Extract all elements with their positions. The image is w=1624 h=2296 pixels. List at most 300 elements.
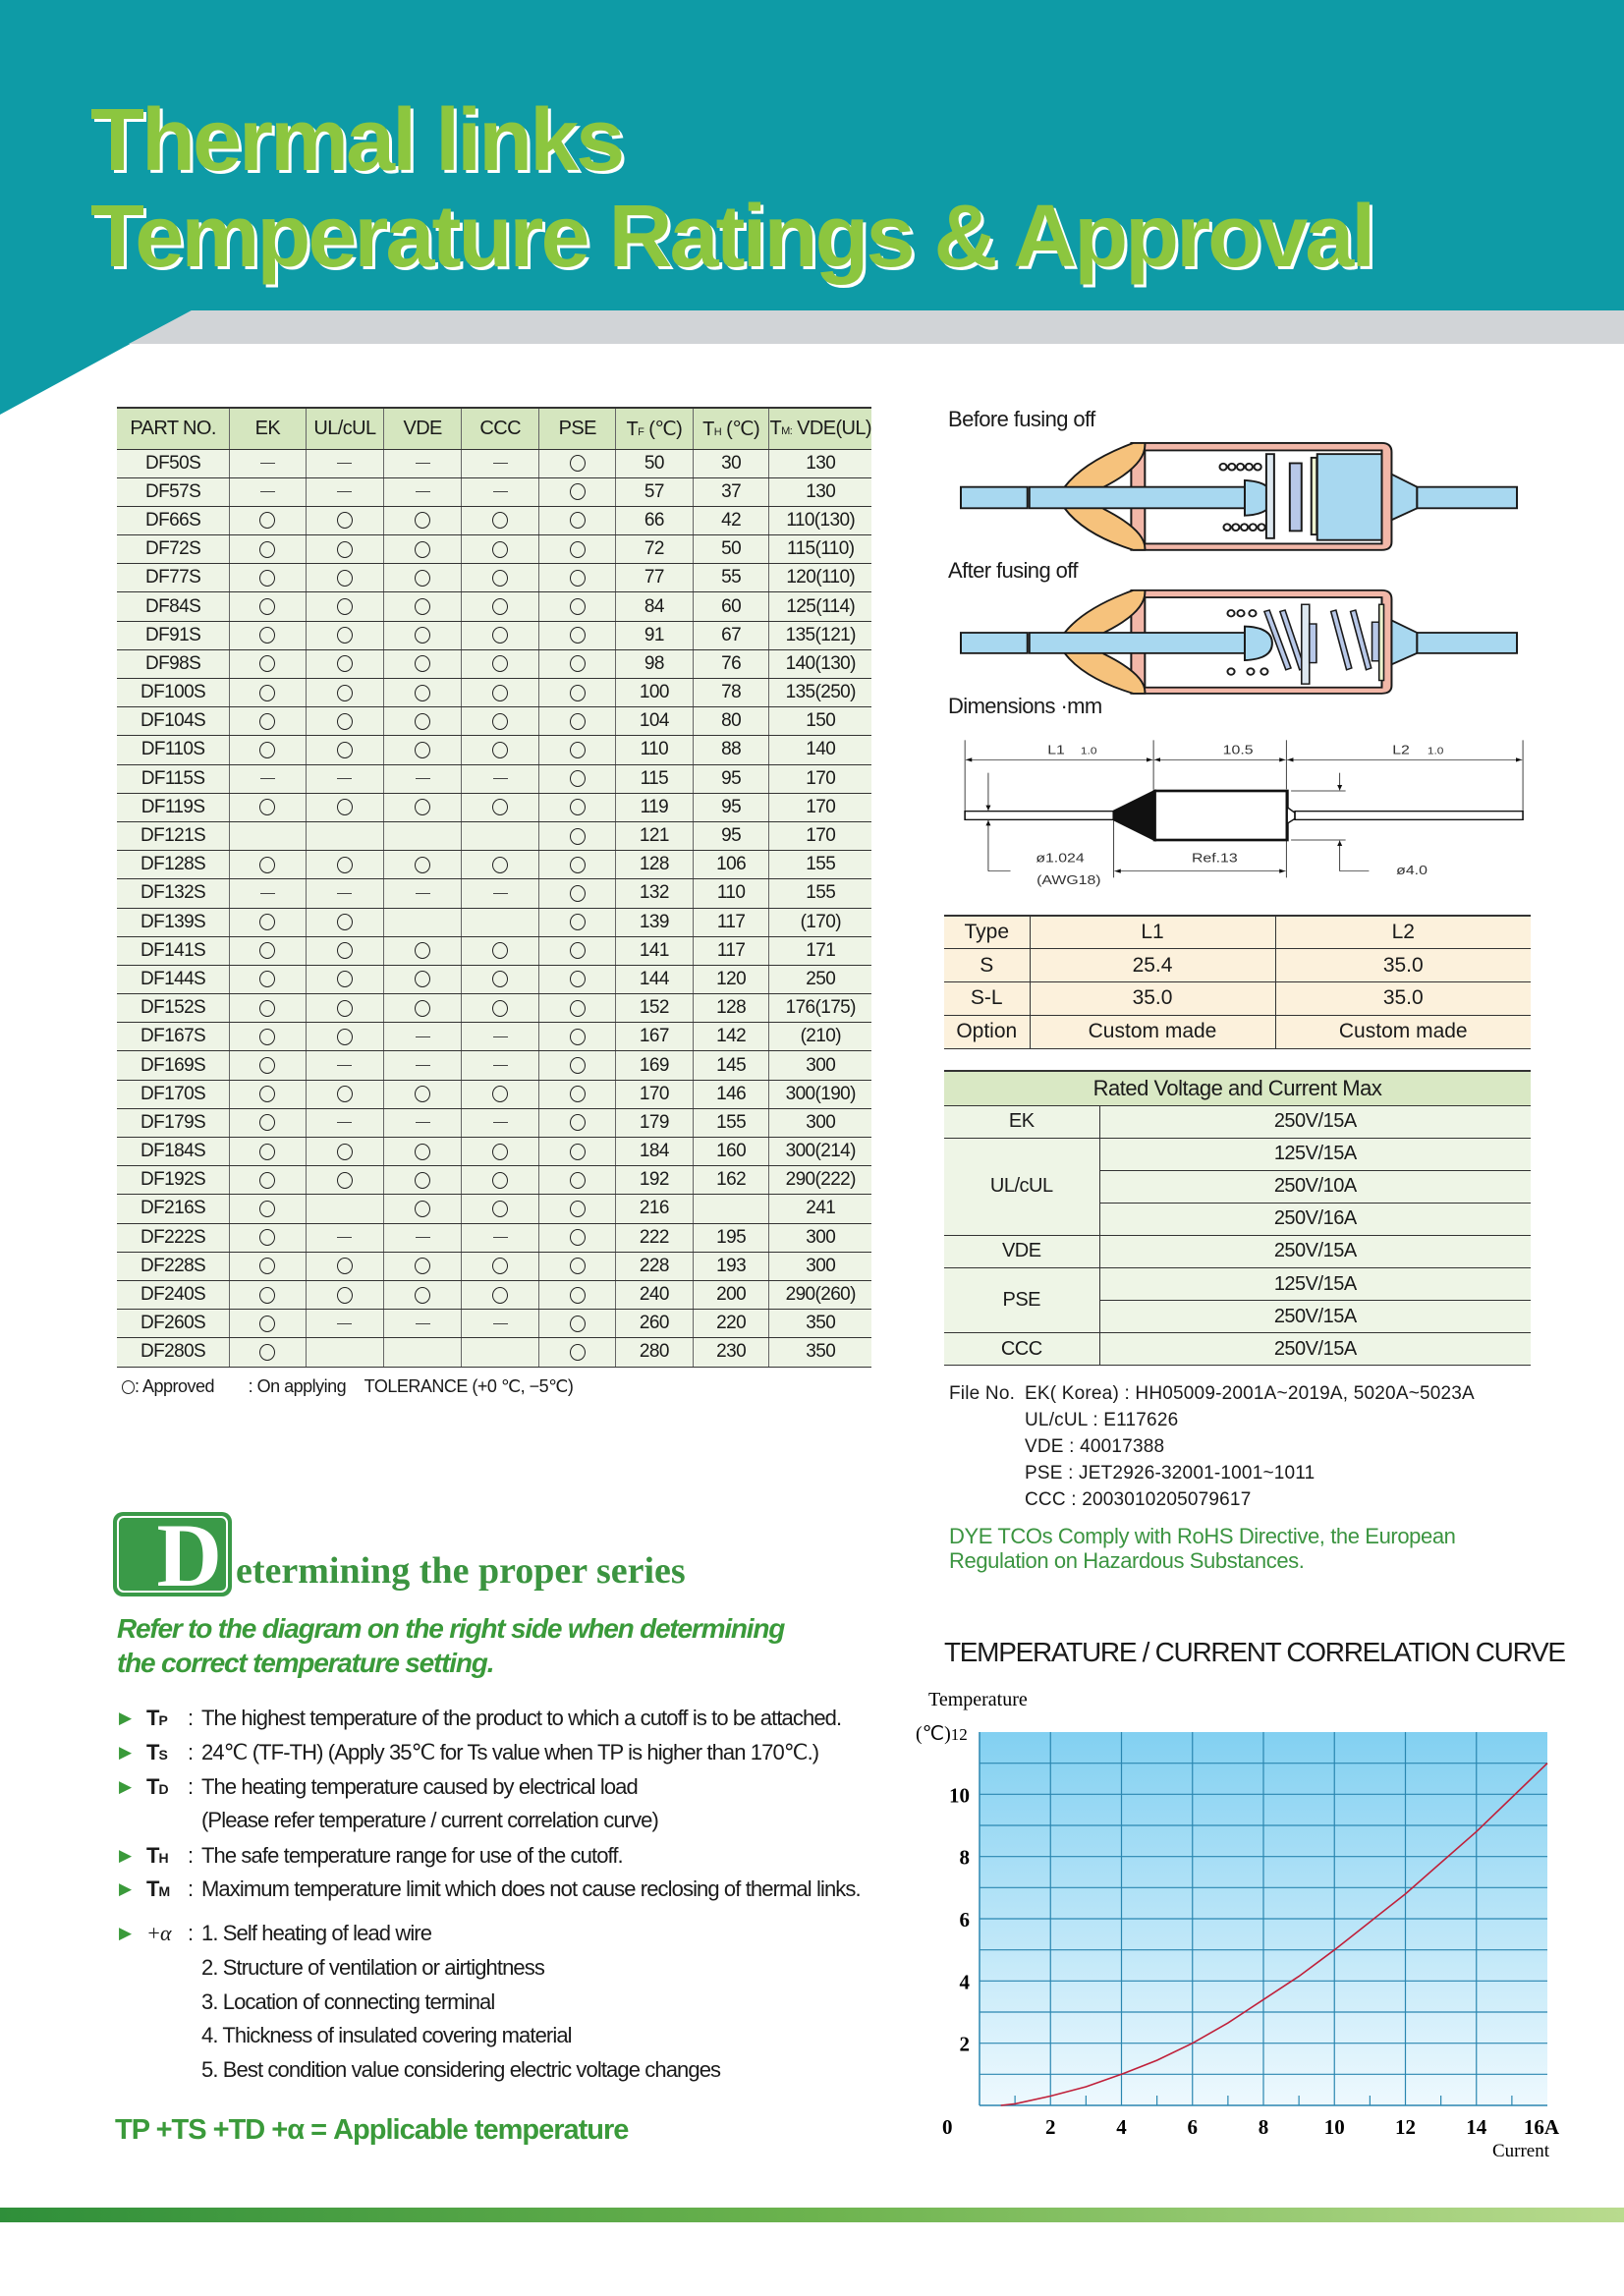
table-row — [117, 994, 871, 1023]
on-applying-mark-icon — [337, 1323, 352, 1324]
approved-mark-icon — [337, 1029, 353, 1045]
temperature-value: 170 — [615, 1080, 693, 1108]
on-applying-mark-icon — [416, 1323, 430, 1324]
on-applying-mark-icon — [260, 893, 275, 894]
file-no-line: VDE : 40017388 — [1025, 1436, 1165, 1457]
approved-mark-icon — [259, 799, 275, 815]
length-value: 35.0 — [1030, 982, 1275, 1016]
part-number: DF216S — [117, 1195, 230, 1223]
table-row — [117, 764, 871, 793]
alpha-symbol: +α — [146, 1921, 171, 1945]
approved-mark-icon — [492, 857, 508, 873]
approved-mark-icon — [415, 1201, 430, 1217]
temperature-value: 80 — [693, 707, 769, 736]
temperature-value: 120(110) — [769, 564, 871, 592]
temperature-value: 250 — [769, 965, 871, 993]
approved-mark-icon — [570, 857, 586, 873]
approved-mark-icon — [415, 685, 430, 701]
approval-cell — [539, 1166, 616, 1195]
temperature-value: 130 — [769, 449, 871, 477]
alpha-item-text: 4. Thickness of insulated covering material — [201, 2023, 572, 2048]
approved-mark-icon — [492, 1172, 508, 1189]
approved-mark-icon — [337, 942, 353, 959]
approved-mark-icon — [570, 713, 586, 730]
approved-mark-icon — [570, 570, 586, 587]
approval-cell — [230, 821, 306, 850]
table-row — [117, 851, 871, 879]
approval-cell — [384, 821, 462, 850]
term-description: The highest temperature of the product to which a cutoff is to be attached. — [201, 1706, 842, 1730]
y-tick-label: 6 — [959, 1908, 970, 1932]
temperature-value: 195 — [693, 1223, 769, 1252]
approval-cell — [384, 477, 462, 506]
y-axis-unit-and-top-tick — [916, 1723, 968, 1745]
approved-mark-icon — [492, 713, 508, 730]
rating-value: 250V/15A — [1099, 1235, 1531, 1267]
approved-mark-icon — [570, 1316, 586, 1332]
on-applying-mark-icon — [337, 1122, 352, 1123]
approval-cell — [539, 1223, 616, 1252]
part-number: DF104S — [117, 707, 230, 736]
temperature-value: 300 — [769, 1051, 871, 1080]
approval-cell — [306, 621, 384, 649]
on-applying-mark-icon — [493, 463, 508, 464]
temperature-value: 171 — [769, 936, 871, 965]
temperature-value: 184 — [615, 1138, 693, 1166]
before-fusing-label: Before fusing off — [948, 407, 1095, 431]
part-number: DF170S — [117, 1080, 230, 1108]
header-main: T — [769, 417, 782, 439]
temperature-value: 128 — [615, 851, 693, 879]
approved-mark-icon — [570, 914, 586, 930]
temperature-value: 100 — [615, 679, 693, 707]
approval-cell — [306, 477, 384, 506]
table-row — [117, 449, 871, 477]
term-description: 24℃ (TF-TH) (Apply 35℃ for Ts value when TP is higher than 170℃.) — [201, 1740, 819, 1764]
approved-mark-icon — [259, 1000, 275, 1017]
temperature-value: 144 — [615, 965, 693, 993]
temperature-value: 110 — [615, 736, 693, 764]
approval-cell — [384, 449, 462, 477]
temperature-value: 95 — [693, 793, 769, 821]
temperature-value: 141 — [615, 936, 693, 965]
dim-ref: Ref.13 — [1191, 851, 1238, 866]
on-applying-mark-icon — [416, 1122, 430, 1123]
part-number: DF280S — [117, 1338, 230, 1367]
part-number: DF72S — [117, 535, 230, 564]
approved-mark-icon — [259, 1287, 275, 1304]
approval-cell — [461, 821, 539, 850]
temperature-value: 110 — [693, 879, 769, 908]
approval-cell — [461, 679, 539, 707]
part-number: DF132S — [117, 879, 230, 908]
temperature-value: 155 — [769, 879, 871, 908]
temperature-value: 95 — [693, 764, 769, 793]
approved-mark-icon — [259, 1172, 275, 1189]
dim-wire-diameter: ø1.024 — [1036, 851, 1085, 866]
part-number: DF179S — [117, 1108, 230, 1137]
column-header — [615, 408, 693, 449]
approved-mark-icon — [259, 1201, 275, 1217]
approved-mark-icon — [570, 1229, 586, 1246]
subtitle-line-2: the correct temperature setting. — [117, 1648, 494, 1678]
header-main: T — [626, 418, 639, 440]
approved-mark-icon — [492, 598, 508, 615]
approval-cell — [539, 1195, 616, 1223]
temperature-value: 260 — [615, 1310, 693, 1338]
approval-cell — [461, 736, 539, 764]
approval-cell — [539, 564, 616, 592]
temperature-value: 106 — [693, 851, 769, 879]
approval-cell — [384, 879, 462, 908]
legend-approved: : Approved — [135, 1376, 215, 1396]
on-applying-mark-icon — [416, 1237, 430, 1238]
table-row — [117, 477, 871, 506]
table-row — [117, 564, 871, 592]
approved-mark-icon — [570, 942, 586, 959]
after-fusing-diagram — [959, 588, 1519, 696]
approved-mark-icon — [337, 598, 353, 615]
approval-cell — [384, 793, 462, 821]
approval-cell — [306, 449, 384, 477]
approval-cell — [384, 1280, 462, 1309]
table-row — [117, 821, 871, 850]
approved-mark-icon — [337, 655, 353, 672]
type-row — [944, 949, 1531, 982]
bullet-arrow-icon: ▶ — [119, 1743, 132, 1762]
table-row — [117, 1310, 871, 1338]
approved-mark-icon — [570, 1000, 586, 1017]
approval-cell — [539, 1023, 616, 1051]
approved-mark-icon — [259, 713, 275, 730]
temperature-value: 37 — [693, 477, 769, 506]
temperature-value: 228 — [615, 1252, 693, 1280]
approval-cell — [306, 506, 384, 534]
length-value: L2 — [1275, 916, 1531, 949]
temperature-value: 140(130) — [769, 649, 871, 678]
part-number: DF222S — [117, 1223, 230, 1252]
temperature-value: 125(114) — [769, 592, 871, 621]
approval-cell — [539, 793, 616, 821]
part-number: DF50S — [117, 449, 230, 477]
approval-cell — [384, 1195, 462, 1223]
temperature-value: 78 — [693, 679, 769, 707]
type-label: Option — [944, 1015, 1030, 1048]
dim-l2-tol: 1.0 — [1427, 746, 1444, 757]
approval-cell — [230, 879, 306, 908]
part-number: DF260S — [117, 1310, 230, 1338]
on-applying-mark-icon — [416, 778, 430, 779]
legend-applying: : On applying — [248, 1376, 347, 1396]
header-main: T — [702, 418, 714, 440]
approval-cell — [539, 535, 616, 564]
approval-cell — [230, 1138, 306, 1166]
initial-letter: D — [156, 1505, 222, 1605]
approval-cell — [384, 1166, 462, 1195]
approval-cell — [306, 1108, 384, 1137]
approved-mark-icon — [492, 685, 508, 701]
approval-cell — [306, 1252, 384, 1280]
approved-mark-icon — [337, 1172, 353, 1189]
approval-cell — [539, 736, 616, 764]
approved-mark-icon — [337, 1258, 353, 1274]
approved-mark-icon — [337, 1086, 353, 1102]
approval-cell — [461, 535, 539, 564]
approval-cell — [539, 592, 616, 621]
approved-mark-icon — [337, 742, 353, 758]
approval-cell — [230, 793, 306, 821]
approved-mark-icon — [492, 1086, 508, 1102]
approval-cell — [384, 506, 462, 534]
approval-cell — [230, 592, 306, 621]
approval-cell — [461, 1338, 539, 1367]
temperature-value: 155 — [693, 1108, 769, 1137]
part-number: DF228S — [117, 1252, 230, 1280]
approval-cell — [230, 936, 306, 965]
approval-cell — [384, 965, 462, 993]
part-number: DF152S — [117, 994, 230, 1023]
table-row — [117, 1166, 871, 1195]
rating-row — [944, 1105, 1531, 1138]
approved-mark-icon — [492, 512, 508, 529]
on-applying-mark-icon — [416, 1036, 430, 1037]
term-main: T — [146, 1774, 159, 1799]
approved-mark-icon — [259, 1316, 275, 1332]
temperature-value: 169 — [615, 1051, 693, 1080]
approval-cell — [461, 1138, 539, 1166]
approval-cell — [539, 936, 616, 965]
approved-mark-icon — [415, 713, 430, 730]
on-applying-mark-icon — [260, 491, 275, 492]
approved-mark-icon — [570, 1258, 586, 1274]
part-number: DF240S — [117, 1280, 230, 1309]
approval-cell — [461, 1108, 539, 1137]
temperature-value — [693, 1195, 769, 1223]
approval-cell — [230, 1023, 306, 1051]
colon: : — [188, 1876, 194, 1901]
table-row — [117, 1023, 871, 1051]
temperature-value: 119 — [615, 793, 693, 821]
approval-cell — [384, 1108, 462, 1137]
bullet-arrow-icon: ▶ — [119, 1777, 132, 1796]
on-applying-mark-icon — [493, 1122, 508, 1123]
approved-mark-icon — [337, 799, 353, 815]
rohs-line-1: DYE TCOs Comply with RoHS Directive, the European — [949, 1524, 1456, 1548]
table-row — [117, 1080, 871, 1108]
approval-cell — [384, 908, 462, 936]
approved-mark-icon — [570, 799, 586, 815]
table-row — [117, 908, 871, 936]
table-row — [117, 879, 871, 908]
table-row — [117, 592, 871, 621]
temperature-value: 67 — [693, 621, 769, 649]
temperature-value: 128 — [693, 994, 769, 1023]
approval-cell — [306, 1223, 384, 1252]
on-applying-mark-icon — [493, 1323, 508, 1324]
approval-cell — [539, 1138, 616, 1166]
approval-cell — [539, 679, 616, 707]
approval-cell — [539, 649, 616, 678]
approval-cell — [306, 1195, 384, 1223]
file-no-line: PSE : JET2926-32001-1001~1011 — [1025, 1463, 1316, 1484]
table-row — [117, 679, 871, 707]
part-number: DF84S — [117, 592, 230, 621]
approved-mark-icon — [337, 1144, 353, 1160]
approval-cell — [230, 1280, 306, 1309]
table-row — [117, 649, 871, 678]
approval-cell — [539, 1338, 616, 1367]
term-main: T — [146, 1740, 159, 1764]
approval-cell — [384, 679, 462, 707]
approved-mark-icon — [492, 942, 508, 959]
footer-bar — [0, 2208, 1624, 2222]
approved-mark-icon — [259, 1057, 275, 1074]
ratings-table — [117, 407, 871, 1368]
dim-l2: L2 — [1392, 743, 1410, 757]
approved-mark-icon — [492, 627, 508, 644]
colon: : — [188, 1740, 194, 1764]
approved-mark-icon — [415, 1258, 430, 1274]
approval-cell — [461, 592, 539, 621]
approval-cell — [539, 908, 616, 936]
formula — [115, 2114, 628, 2147]
subtitle-line-1: Refer to the diagram on the right side when determining — [117, 1613, 785, 1644]
section-heading: etermining the proper series — [236, 1550, 686, 1592]
approved-mark-icon — [570, 483, 586, 500]
on-applying-mark-icon — [337, 778, 352, 779]
approved-mark-icon — [259, 1344, 275, 1361]
on-applying-mark-icon — [337, 1065, 352, 1066]
approval-cell — [461, 1195, 539, 1223]
table-row — [117, 1108, 871, 1137]
temperature-value: 220 — [693, 1310, 769, 1338]
approved-mark-icon — [415, 799, 430, 815]
column-header — [693, 408, 769, 449]
temperature-value: 115 — [615, 764, 693, 793]
approved-mark-icon — [492, 1201, 508, 1217]
temperature-value: 300 — [769, 1108, 871, 1137]
part-number: DF91S — [117, 621, 230, 649]
approved-mark-icon — [570, 885, 586, 902]
term-sub: S — [158, 1747, 167, 1763]
temperature-value: 155 — [769, 851, 871, 879]
approved-mark-icon — [259, 1229, 275, 1246]
alpha-item-text: 1. Self heating of lead wire — [201, 1921, 432, 1945]
approval-cell — [306, 707, 384, 736]
temperature-value: 57 — [615, 477, 693, 506]
approved-mark-icon — [415, 512, 430, 529]
x-tick-label: 2 — [1045, 2115, 1056, 2139]
approved-mark-icon — [122, 1380, 135, 1394]
approval-cell — [539, 764, 616, 793]
approved-mark-icon — [337, 685, 353, 701]
rohs-line-2: Regulation on Hazardous Substances. — [949, 1548, 1305, 1573]
approval-cell — [306, 1138, 384, 1166]
temperature-current-chart — [914, 1670, 1621, 2171]
x-tick-label: 8 — [1258, 2115, 1269, 2139]
approval-body: UL/cUL — [944, 1138, 1099, 1235]
table-row — [117, 736, 871, 764]
approval-body: CCC — [944, 1333, 1099, 1366]
approval-cell — [384, 1252, 462, 1280]
approved-mark-icon — [259, 685, 275, 701]
temperature-value: 98 — [615, 649, 693, 678]
part-number: DF110S — [117, 736, 230, 764]
term-symbol — [146, 1875, 169, 1906]
approved-mark-icon — [259, 1144, 275, 1160]
approved-mark-icon — [570, 685, 586, 701]
alpha-item-text: 3. Location of connecting terminal — [201, 1988, 495, 2014]
approval-cell — [306, 1023, 384, 1051]
approved-mark-icon — [570, 971, 586, 987]
temperature-value: 104 — [615, 707, 693, 736]
approved-mark-icon — [259, 1258, 275, 1274]
file-no-list — [1025, 1383, 1475, 1516]
on-applying-mark-icon — [493, 1036, 508, 1037]
approved-mark-icon — [415, 1172, 430, 1189]
dim-l1-tol: 1.0 — [1080, 746, 1097, 757]
on-applying-mark-icon — [337, 1237, 352, 1238]
approved-mark-icon — [415, 1000, 430, 1017]
approved-mark-icon — [570, 742, 586, 758]
term-sub: M — [158, 1883, 170, 1899]
column-header: PART NO. — [117, 408, 230, 449]
part-number: DF66S — [117, 506, 230, 534]
approval-cell — [230, 965, 306, 993]
temperature-value: 241 — [769, 1195, 871, 1223]
approval-body: VDE — [944, 1235, 1099, 1267]
part-number: DF144S — [117, 965, 230, 993]
approved-mark-icon — [259, 570, 275, 587]
approval-cell — [230, 1310, 306, 1338]
x-axis-label: Current — [1491, 2141, 1549, 2161]
type-label: Type — [944, 916, 1030, 949]
approval-cell — [461, 564, 539, 592]
x-tick-label: 16A — [1523, 2115, 1560, 2139]
approval-cell — [230, 564, 306, 592]
table-row — [117, 1338, 871, 1367]
approved-mark-icon — [492, 742, 508, 758]
approval-cell — [539, 477, 616, 506]
approval-cell — [306, 649, 384, 678]
title-line-2: Temperature Ratings & Approval — [90, 188, 1373, 286]
approved-mark-icon — [337, 627, 353, 644]
length-value: Custom made — [1275, 1015, 1531, 1048]
temperature-value: 152 — [615, 994, 693, 1023]
approval-cell — [539, 1051, 616, 1080]
approval-cell — [461, 477, 539, 506]
temperature-value: 84 — [615, 592, 693, 621]
rating-row — [944, 1138, 1531, 1170]
on-applying-mark-icon — [493, 1237, 508, 1238]
bullet-arrow-icon: ▶ — [119, 1879, 132, 1898]
temperature-value: (210) — [769, 1023, 871, 1051]
table-row — [117, 793, 871, 821]
type-label: S-L — [944, 982, 1030, 1016]
table-legend — [122, 1376, 573, 1397]
approved-mark-icon — [259, 971, 275, 987]
bullet-arrow-icon: ▶ — [119, 1846, 132, 1865]
approval-cell — [461, 621, 539, 649]
dim-body-length: 10.5 — [1222, 743, 1254, 757]
approval-cell — [461, 1051, 539, 1080]
length-value: 35.0 — [1275, 982, 1531, 1016]
approved-mark-icon — [259, 1086, 275, 1102]
on-applying-mark-icon — [493, 1065, 508, 1066]
approval-cell — [384, 1310, 462, 1338]
colon: : — [188, 1774, 194, 1799]
approval-cell — [230, 621, 306, 649]
